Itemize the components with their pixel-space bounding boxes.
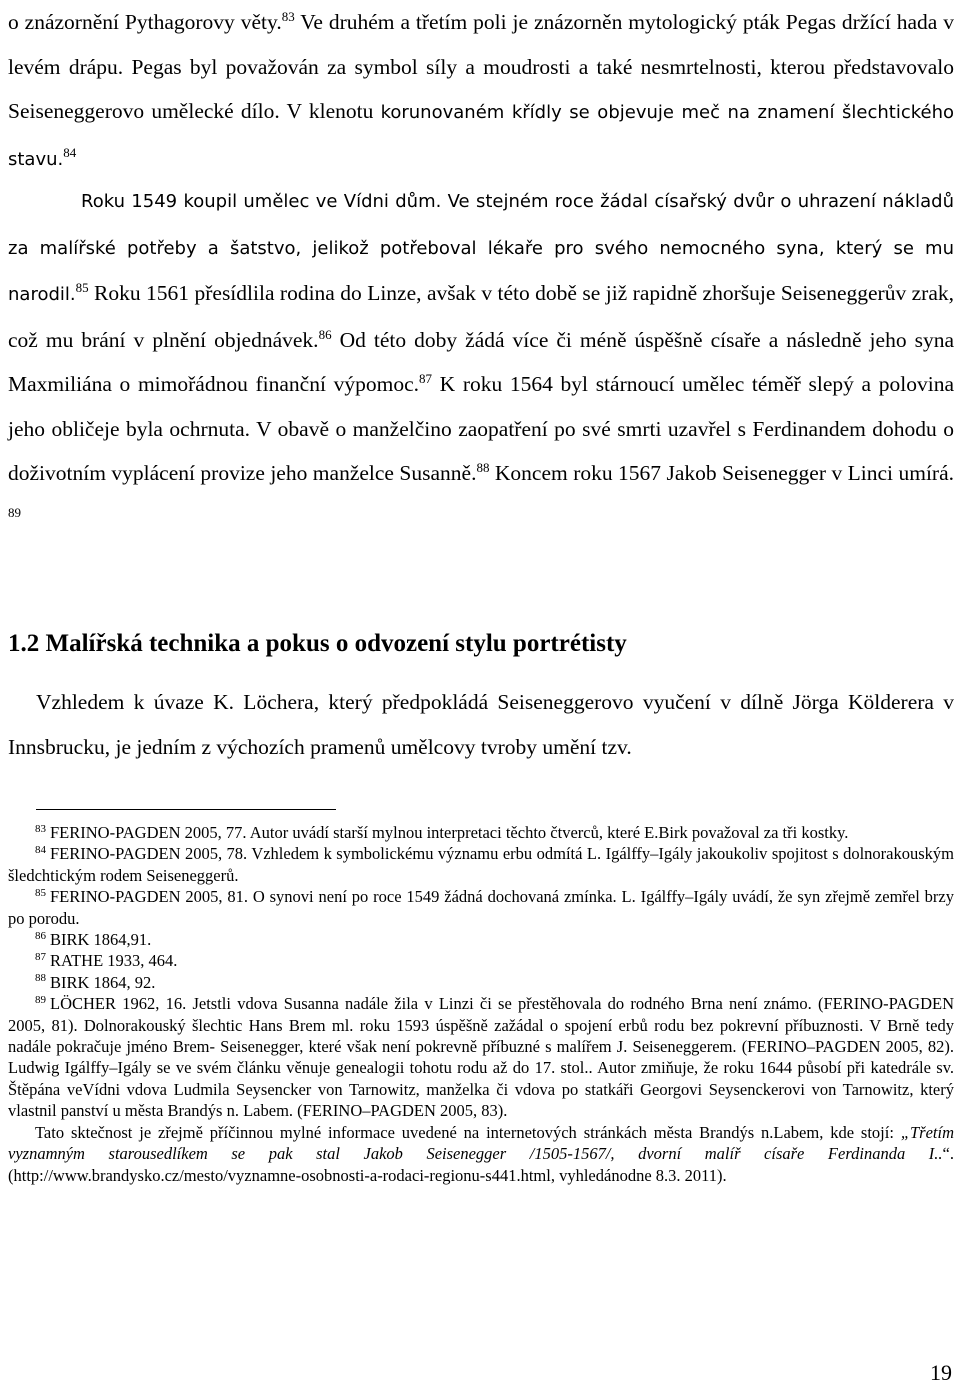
footnote-86	[8, 929, 954, 950]
footnote-text: LÖCHER 1962, 16. Jetstli vdova Susanna nadále žila v Linzi či se přestěhovala do rodného Brna není známo. (FERINO-PAGDEN 2005, 81). Dolnorakouský šlechtic Hans Brem ml. roku 1593 úspěšně zažádal o spojení erbů rodu bez pokrevní příbuznosti. V Brně tedy nadále pokračuje jméno Brem- Seisenegger, které však není pokrevně příbuzné s malířem J. Seiseneggerem. (FERINO–PAGDEN 2005, 82). Ludwig Igálffy–Igály se ve svém článku věnuje genealogii tohotu rodu až do 17. stol.. Autor zmiňuje, že roku 1644 působí při katedrále sv. Štěpána veVídni vdova Ludmila Seysencker von Tarnowitz, manželka či vdova po statkáři Georgovi Seysenckerovi von Tarnowitz, který vlastnil panství u města Brandýs n. Labem. (FERINO–PAGDEN 2005, 83).	[8, 994, 954, 1121]
footnotes	[8, 822, 954, 1186]
paragraph-2-text-d: K roku 1564 byl stárnoucí umělec téměř slepý a polovina jeho obličeje byla ochrnuta. V obavě o manželčino zaopatření po své smrti uzavřel s Ferdinandem dohodu o doživotním vyplácení provize jeho manželce Susanně.	[8, 372, 954, 485]
footnote-ref-86[interactable]: 86	[318, 326, 332, 342]
footnote-ref-84[interactable]: 84	[63, 144, 77, 160]
note-quote: „Třetím vyznamným starousedlíkem se pak stal Jakob Seisenegger /1505-1567/, dvorní malíř císaře Ferdinanda I..	[8, 1122, 954, 1164]
footnote-87	[8, 950, 954, 971]
footnote-text: FERINO-PAGDEN 2005, 81. O synovi není po roce 1549 žádná dochovaná zmínka. L. Igálffy–Igály uvádí, že syn zřejmě zemřel brzy po porodu.	[8, 887, 954, 928]
footnote-88	[8, 972, 954, 993]
footnote-number: 86	[35, 929, 46, 942]
footnote-83	[8, 822, 954, 843]
paragraph-1-text-c: korunovaném křídly se objevuje meč na znamení šlechtického stavu.	[8, 102, 954, 170]
footnote-text: BIRK 1864,91.	[50, 930, 152, 950]
footnote-number: 83	[35, 822, 46, 835]
footnote-text: FERINO-PAGDEN 2005, 77. Autor uvádí starší mylnou interpretaci těchto čtverců, které E.Birk považoval za tři kostky.	[50, 823, 849, 842]
footnote-84	[8, 843, 954, 886]
footnote-number: 88	[35, 972, 46, 985]
footnote-note	[8, 1122, 954, 1186]
footnote-number: 89	[35, 993, 46, 1006]
footnote-ref-87[interactable]: 87	[418, 370, 432, 386]
footnote-number: 87	[35, 950, 46, 963]
paragraph-3: Vzhledem k úvaze K. Löchera, který předpokládá Seiseneggerovo vyučení v dílně Jörga Kölderera v Innsbrucku, je jedním z výchozích pramenů umělcovy tvroby umění tzv.	[8, 690, 954, 759]
footnote-separator	[36, 809, 336, 810]
note-text-b: “. (http://www.brandysko.cz/mesto/vyznamne-osobnosti-a-rodaci-regionu-s441.html, vyhledánodne 8.3. 2011).	[8, 1144, 954, 1185]
note-text-a: Tato sktečnost je zřejmě příčinnou mylné informace uvedené na internetových stránkách města Brandýs n.Labem, kde stojí:	[35, 1122, 901, 1142]
section-heading: 1.2 Malířská technika a pokus o odvození stylu portrétisty	[8, 630, 627, 657]
paragraph-2	[8, 178, 954, 540]
footnote-text: FERINO-PAGDEN 2005, 78. Vzhledem k symbolickému významu erbu odmítá L. Igálffy–Igály jakoukoliv spojitost s dolnorakouským šledchtickým rodem Seiseneggerů.	[8, 844, 954, 885]
paragraph-1-text-b: Ve druhém a třetím poli je znázorněn mytologický pták Pegas držící hada v levém drápu. Pegas byl považován za symbol síly a moudrosti a také nesmrtelnosti, kterou představovalo Seiseneggerovo umělecké dílo. V klenotu	[8, 10, 954, 123]
paragraph-1-text-a: o znázornění Pythagorovy věty.	[8, 10, 282, 34]
footnote-number: 85	[35, 886, 46, 899]
paragraph-2-text-a: Roku 1549 koupil umělec ve Vídni dům. Ve stejném roce žádal císařský dvůr o uhrazení nákladů za malířské potřeby a šatstvo, jelikož potřeboval lékaře pro svého nemocného syna, který se mu narodil.	[8, 191, 954, 305]
footnote-number: 84	[35, 843, 46, 856]
paragraph-2-text-b: Roku 1561 přesídlila rodina do Linze, avšak v této době se již rapidně zhoršuje Seiseneggerův zrak, což mu brání v plnění objednávek.	[8, 281, 954, 352]
footnote-ref-88[interactable]: 88	[476, 459, 490, 475]
paragraph-1	[8, 0, 954, 182]
footnote-ref-83[interactable]: 83	[281, 8, 295, 24]
footnote-ref-89[interactable]: 89	[8, 504, 21, 520]
footnote-ref-85[interactable]: 85	[75, 279, 89, 295]
paragraph-2-text-c: Od této doby žádá více či méně úspěšně císaře a následně jeho syna Maxmiliána o mimořádnou finanční výpomoc.	[8, 327, 954, 396]
paragraph-2-text-e: Koncem roku 1567 Jakob Seisenegger v Linci umírá.	[489, 461, 954, 485]
footnote-text: BIRK 1864, 92.	[50, 972, 156, 992]
page-number: 19	[930, 1360, 952, 1385]
footnote-text: RATHE 1933, 464.	[50, 951, 178, 971]
footnote-85	[8, 886, 954, 929]
footnote-89	[8, 993, 954, 1121]
